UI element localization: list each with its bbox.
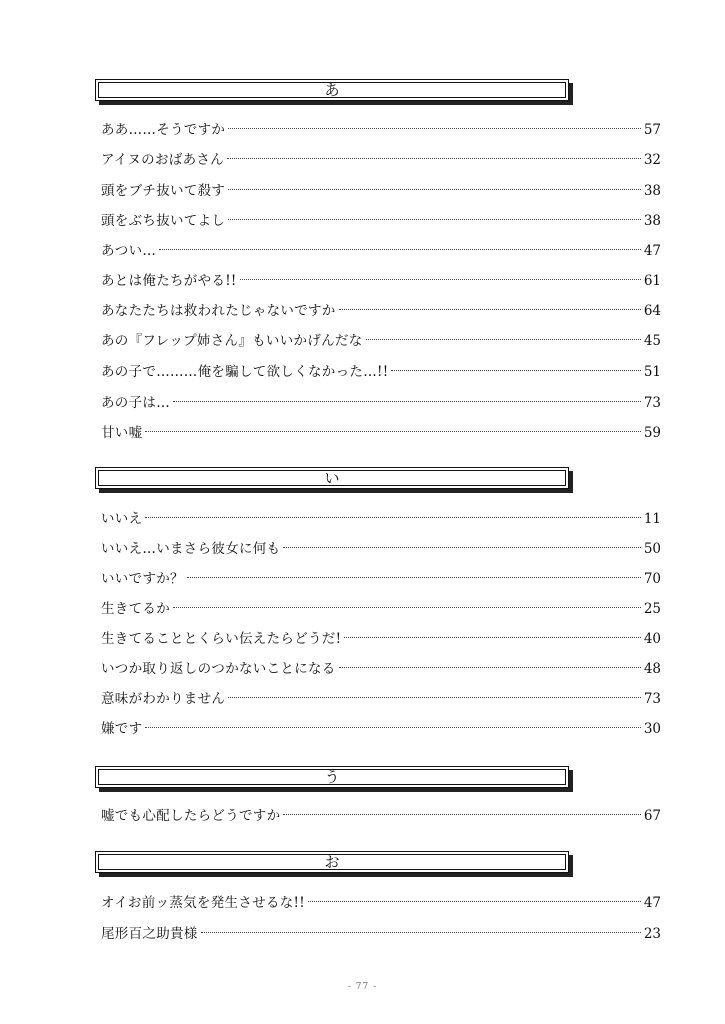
index-entry: いいですか？ 70 [101,571,661,587]
index-entry: 頭をぶち抜いてよし 38 [101,213,661,229]
dot-leader [308,901,641,902]
dot-leader [240,279,641,280]
index-entry: あなたたちは救われたじゃないですか 64 [101,303,661,319]
dot-leader [228,697,641,698]
section-heading: い [324,469,340,487]
index-entry: あの子で………俺を騙して欲しくなかった…!! 51 [101,364,661,380]
dot-leader [187,577,641,578]
dot-leader [344,637,640,638]
dot-leader [227,158,641,159]
index-entry: あつい… 47 [101,243,661,259]
index-entry: いいえ…いまさら彼女に何も 50 [101,541,661,557]
index-entry: アイヌのおばあさん 32 [101,152,661,168]
dot-leader [173,607,641,608]
dot-leader [228,219,641,220]
index-entry: あの『フレップ姉さん』もいいかげんだな 45 [101,333,661,349]
section-header-a [95,79,569,101]
index-entry: 甘い嘘 59 [101,425,661,441]
index-entry: オイお前ッ蒸気を発生させるな!! 47 [101,895,661,911]
index-entry: いつか取り返しのつかないことになる 48 [101,661,661,677]
index-entry: いいえ 11 [101,511,661,527]
index-entry: ああ……そうですか 57 [101,122,661,138]
section-heading: う [324,768,340,786]
index-entry: 意味がわかりません 73 [101,691,661,707]
dot-leader [391,370,640,371]
index-entry: 頭をブチ抜いて殺す 38 [101,183,661,199]
index-entry: 嘘でも心配したらどうですか 67 [101,808,661,824]
dot-leader [173,401,641,402]
section-header-i [95,467,569,489]
dot-leader [201,932,641,933]
dot-leader [145,727,640,728]
index-entry: 尾形百之助貴様 23 [101,926,661,942]
dot-leader [228,128,641,129]
dot-leader [145,431,640,432]
index-entry: 嫌です 30 [101,721,661,737]
index-entry: あとは俺たちがやる!! 61 [101,273,661,289]
section-header-u [95,766,569,788]
dot-leader [339,667,641,668]
page-number-footer: - 77 - [347,982,378,992]
section-heading: お [324,853,340,871]
dot-leader [159,249,641,250]
index-entry: 生きてるか 25 [101,601,661,617]
index-entry: あの子は… 73 [101,395,661,411]
dot-leader [283,814,640,815]
dot-leader [283,547,640,548]
dot-leader [366,339,641,340]
dot-leader [145,517,640,518]
section-heading: あ [324,81,340,99]
dot-leader [339,309,641,310]
index-entry: 生きてることとくらい伝えたらどうだ! 40 [101,631,661,647]
section-header-o [95,851,569,873]
dot-leader [228,189,641,190]
